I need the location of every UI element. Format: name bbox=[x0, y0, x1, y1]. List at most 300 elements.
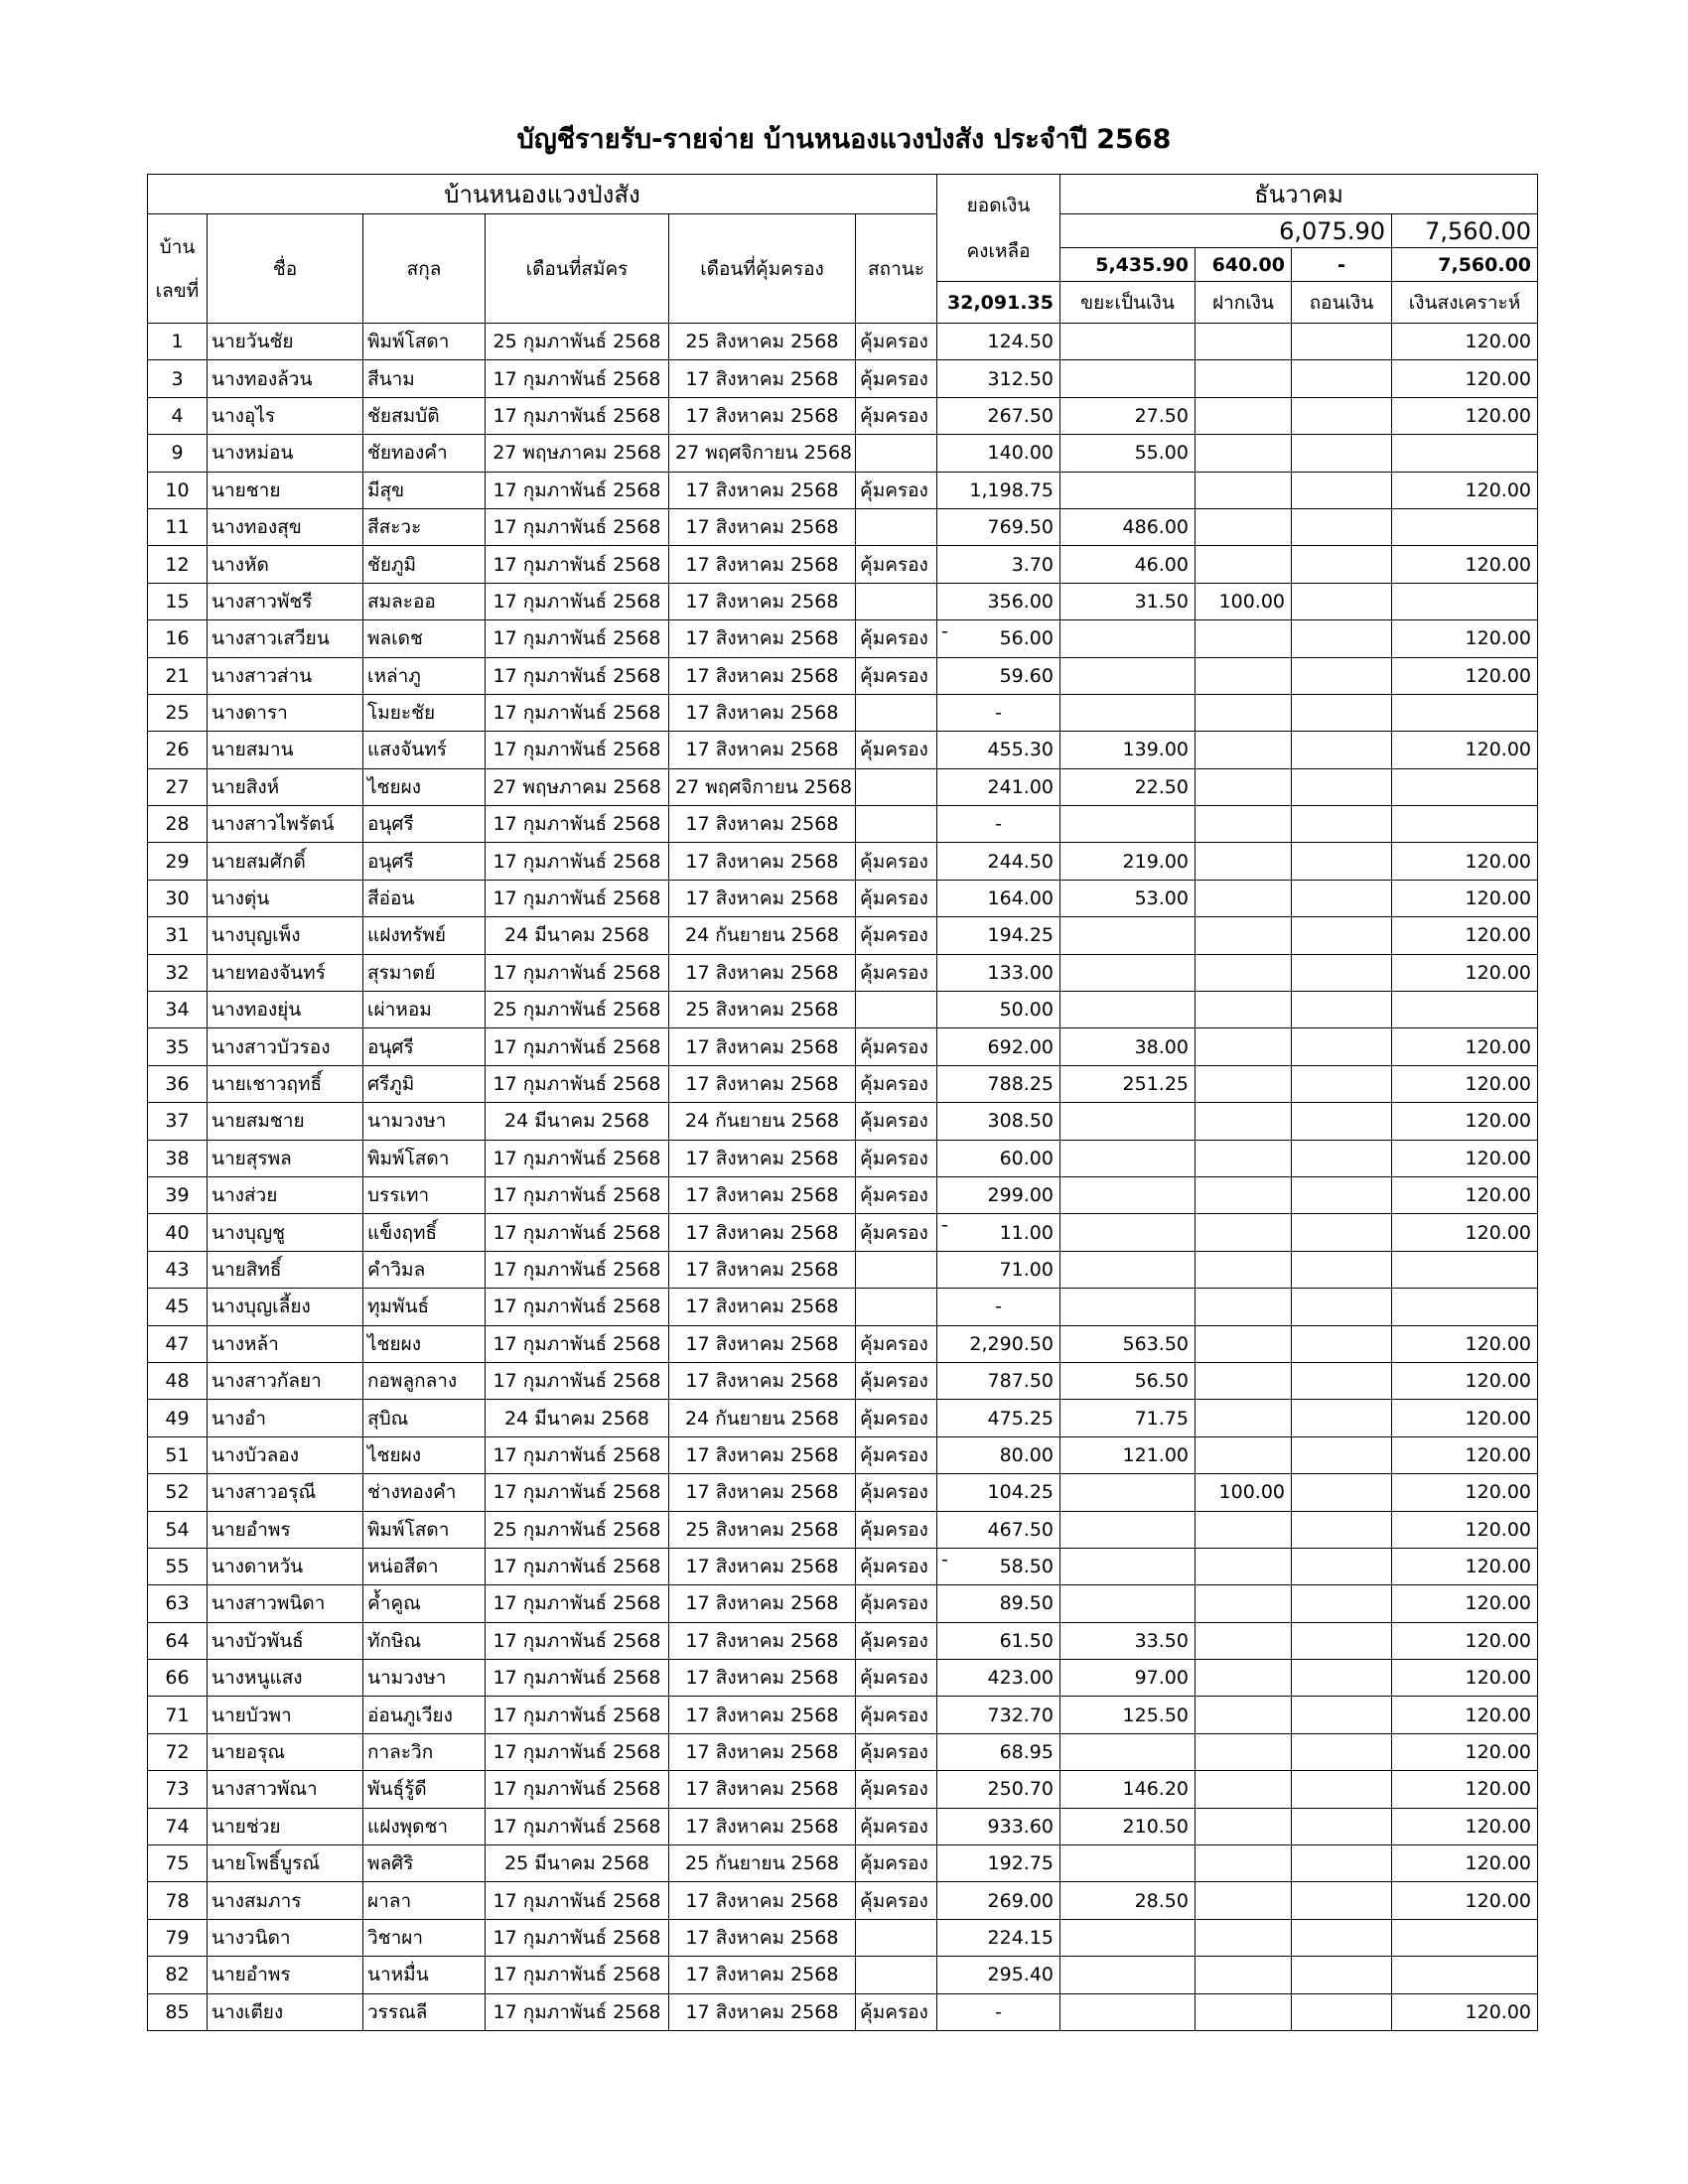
table-row bbox=[148, 1289, 1538, 1325]
balance-value: 164.00 bbox=[987, 887, 1054, 910]
balance-value: 104.25 bbox=[987, 1481, 1054, 1504]
balance-value: 133.00 bbox=[987, 961, 1054, 984]
deposit-cell bbox=[1196, 1882, 1292, 1919]
name-cell: นางหนูแสง bbox=[208, 1660, 363, 1697]
balance-cell bbox=[937, 583, 1060, 619]
trash-cell: 56.50 bbox=[1060, 1362, 1196, 1399]
protect-month-cell: 17 สิงหาคม 2568 bbox=[669, 1993, 856, 2030]
join-month-cell: 17 กุมภาพันธ์ 2568 bbox=[486, 546, 669, 583]
welfare-cell bbox=[1392, 694, 1538, 731]
trash-cell bbox=[1060, 1251, 1196, 1288]
join-month-cell: 24 มีนาคม 2568 bbox=[486, 917, 669, 954]
trash-cell bbox=[1060, 1474, 1196, 1511]
protect-month-cell: 24 กันยายน 2568 bbox=[669, 1103, 856, 1140]
welfare-cell bbox=[1392, 583, 1538, 619]
house-no-cell: 1 bbox=[148, 324, 208, 360]
table-row bbox=[148, 620, 1538, 657]
status-cell: คุ้มครอง bbox=[856, 1362, 937, 1399]
name-cell: นางบุญเพ็ง bbox=[208, 917, 363, 954]
status-cell: คุ้มครอง bbox=[856, 1808, 937, 1844]
deposit-cell bbox=[1196, 1362, 1292, 1399]
join-month-cell: 17 กุมภาพันธ์ 2568 bbox=[486, 1622, 669, 1659]
welfare-cell bbox=[1392, 435, 1538, 472]
deposit-cell bbox=[1196, 917, 1292, 954]
house-no-cell: 34 bbox=[148, 992, 208, 1028]
withdraw-cell bbox=[1292, 917, 1392, 954]
table-row bbox=[148, 1808, 1538, 1844]
surname-cell: มีสุข bbox=[363, 472, 486, 508]
join-month-cell: 17 กุมภาพันธ์ 2568 bbox=[486, 360, 669, 397]
welfare-cell: 120.00 bbox=[1392, 1993, 1538, 2030]
deposit-cell bbox=[1196, 546, 1292, 583]
welfare-cell bbox=[1392, 1957, 1538, 1993]
trash-cell bbox=[1060, 1919, 1196, 1956]
status-cell bbox=[856, 1289, 937, 1325]
surname-cell: สุรมาตย์ bbox=[363, 954, 486, 991]
house-no-cell: 3 bbox=[148, 360, 208, 397]
house-no-cell: 40 bbox=[148, 1214, 208, 1251]
balance-value: 56.00 bbox=[999, 627, 1054, 650]
surname-cell: ชัยสมบัติ bbox=[363, 397, 486, 434]
join-month-cell: 17 กุมภาพันธ์ 2568 bbox=[486, 1882, 669, 1919]
table-row bbox=[148, 843, 1538, 880]
protect-month-cell: 17 สิงหาคม 2568 bbox=[669, 583, 856, 619]
join-month-cell: 17 กุมภาพันธ์ 2568 bbox=[486, 1548, 669, 1584]
withdraw-cell bbox=[1292, 657, 1392, 694]
deposit-cell bbox=[1196, 1511, 1292, 1548]
balance-cell bbox=[937, 806, 1060, 843]
join-month-cell: 17 กุมภาพันธ์ 2568 bbox=[486, 1697, 669, 1733]
deposit-cell bbox=[1196, 1400, 1292, 1436]
join-month-cell: 25 กุมภาพันธ์ 2568 bbox=[486, 992, 669, 1028]
trash-cell bbox=[1060, 472, 1196, 508]
surname-cell: พิมพ์โสดา bbox=[363, 1140, 486, 1176]
balance-cell bbox=[937, 1957, 1060, 1993]
withdraw-cell bbox=[1292, 1140, 1392, 1176]
surname-cell: อนุศรี bbox=[363, 1028, 486, 1065]
balance-value: 89.50 bbox=[999, 1592, 1054, 1615]
name-cell: นางสาวเสวียน bbox=[208, 620, 363, 657]
surname-cell: อ่อนภูเวียง bbox=[363, 1697, 486, 1733]
withdraw-cell bbox=[1292, 435, 1392, 472]
deposit-cell bbox=[1196, 1660, 1292, 1697]
house-no-cell: 63 bbox=[148, 1585, 208, 1622]
table-row bbox=[148, 657, 1538, 694]
house-no-cell: 73 bbox=[148, 1771, 208, 1808]
trash-cell bbox=[1060, 324, 1196, 360]
name-header: ชื่อ bbox=[208, 214, 363, 324]
balance-cell bbox=[937, 1919, 1060, 1956]
join-month-cell: 17 กุมภาพันธ์ 2568 bbox=[486, 1436, 669, 1473]
deposit-cell bbox=[1196, 694, 1292, 731]
balance-cell bbox=[937, 1065, 1060, 1102]
welfare-cell bbox=[1392, 768, 1538, 805]
welfare-cell bbox=[1392, 1289, 1538, 1325]
house-no-cell: 79 bbox=[148, 1919, 208, 1956]
surname-cell: พิมพ์โสดา bbox=[363, 324, 486, 360]
house-no-cell: 10 bbox=[148, 472, 208, 508]
house-no-cell: 55 bbox=[148, 1548, 208, 1584]
surname-cell: สีอ่อน bbox=[363, 880, 486, 916]
name-cell: นางหัด bbox=[208, 546, 363, 583]
balance-cell bbox=[937, 1882, 1060, 1919]
trash-cell bbox=[1060, 917, 1196, 954]
join-month-cell: 17 กุมภาพันธ์ 2568 bbox=[486, 1919, 669, 1956]
table-row bbox=[148, 1251, 1538, 1288]
trash-cell: 28.50 bbox=[1060, 1882, 1196, 1919]
village-header: บ้านหนองแวงป่งสัง bbox=[148, 175, 937, 214]
welfare-cell bbox=[1392, 992, 1538, 1028]
surname-cell: สุบิณ bbox=[363, 1400, 486, 1436]
surname-cell: สีนาม bbox=[363, 360, 486, 397]
deposit-cell bbox=[1196, 1845, 1292, 1882]
withdraw-cell bbox=[1292, 806, 1392, 843]
balance-cell bbox=[937, 954, 1060, 991]
protect-month-cell: 17 สิงหาคม 2568 bbox=[669, 620, 856, 657]
join-month-cell: 17 กุมภาพันธ์ 2568 bbox=[486, 657, 669, 694]
protect-month-cell: 24 กันยายน 2568 bbox=[669, 1400, 856, 1436]
join-month-cell: 25 มีนาคม 2568 bbox=[486, 1845, 669, 1882]
balance-cell bbox=[937, 992, 1060, 1028]
table-row bbox=[148, 1325, 1538, 1362]
protect-month-header: เดือนที่คุ้มครอง bbox=[669, 214, 856, 324]
status-cell bbox=[856, 694, 937, 731]
surname-cell: กอพลูกลาง bbox=[363, 1362, 486, 1399]
table-row bbox=[148, 1697, 1538, 1733]
balance-value: 269.00 bbox=[987, 1889, 1054, 1912]
join-month-cell: 17 กุมภาพันธ์ 2568 bbox=[486, 620, 669, 657]
join-month-cell: 17 กุมภาพันธ์ 2568 bbox=[486, 1362, 669, 1399]
name-cell: นายอรุณ bbox=[208, 1733, 363, 1770]
status-cell bbox=[856, 435, 937, 472]
balance-cell bbox=[937, 1511, 1060, 1548]
welfare-cell: 120.00 bbox=[1392, 954, 1538, 991]
trash-cell: 53.00 bbox=[1060, 880, 1196, 916]
status-cell: คุ้มครอง bbox=[856, 1474, 937, 1511]
surname-cell: พลเดช bbox=[363, 620, 486, 657]
withdraw-cell bbox=[1292, 992, 1392, 1028]
table-row bbox=[148, 1845, 1538, 1882]
balance-cell bbox=[937, 1733, 1060, 1770]
trash-cell: 55.00 bbox=[1060, 435, 1196, 472]
welfare-cell: 120.00 bbox=[1392, 1214, 1538, 1251]
join-month-cell: 25 กุมภาพันธ์ 2568 bbox=[486, 1511, 669, 1548]
withdraw-cell bbox=[1292, 1065, 1392, 1102]
withdraw-cell bbox=[1292, 1771, 1392, 1808]
deposit-cell bbox=[1196, 1065, 1292, 1102]
join-month-cell: 17 กุมภาพันธ์ 2568 bbox=[486, 843, 669, 880]
trash-cell: 33.50 bbox=[1060, 1622, 1196, 1659]
balance-value: 192.75 bbox=[987, 1852, 1054, 1875]
withdraw-cell bbox=[1292, 1733, 1392, 1770]
welfare-cell: 120.00 bbox=[1392, 1622, 1538, 1659]
house-no-cell: 85 bbox=[148, 1993, 208, 2030]
withdraw-cell bbox=[1292, 732, 1392, 768]
name-cell: นางอุไร bbox=[208, 397, 363, 434]
withdraw-cell bbox=[1292, 583, 1392, 619]
surname-cell: นามวงษา bbox=[363, 1103, 486, 1140]
surname-cell: เหล่าภู bbox=[363, 657, 486, 694]
house-no-cell: 75 bbox=[148, 1845, 208, 1882]
deposit-cell bbox=[1196, 397, 1292, 434]
status-cell bbox=[856, 583, 937, 619]
join-month-cell: 17 กุมภาพันธ์ 2568 bbox=[486, 1140, 669, 1176]
welfare-cell: 120.00 bbox=[1392, 1845, 1538, 1882]
withdraw-cell bbox=[1292, 360, 1392, 397]
house-no-cell: 27 bbox=[148, 768, 208, 805]
deposit-cell bbox=[1196, 843, 1292, 880]
table-row bbox=[148, 1919, 1538, 1956]
join-month-cell: 17 กุมภาพันธ์ 2568 bbox=[486, 1733, 669, 1770]
name-cell: นางสาวอรุณี bbox=[208, 1474, 363, 1511]
table-row bbox=[148, 1548, 1538, 1584]
trash-cell: 125.50 bbox=[1060, 1697, 1196, 1733]
name-cell: นางตุ่น bbox=[208, 880, 363, 916]
trash-cell: 46.00 bbox=[1060, 546, 1196, 583]
surname-cell: พิมพ์โสดา bbox=[363, 1511, 486, 1548]
balance-header-line1: ยอดเงิน bbox=[966, 194, 1031, 216]
deposit-cell bbox=[1196, 1733, 1292, 1770]
house-no-cell: 37 bbox=[148, 1103, 208, 1140]
withdraw-cell bbox=[1292, 1882, 1392, 1919]
withdraw-cell bbox=[1292, 546, 1392, 583]
balance-value: 80.00 bbox=[999, 1443, 1054, 1466]
surname-cell: คำวิมล bbox=[363, 1251, 486, 1288]
trash-cell: 563.50 bbox=[1060, 1325, 1196, 1362]
protect-month-cell: 17 สิงหาคม 2568 bbox=[669, 1957, 856, 1993]
surname-cell: โมยะชัย bbox=[363, 694, 486, 731]
balance-value: 140.00 bbox=[987, 442, 1054, 465]
welfare-cell: 120.00 bbox=[1392, 324, 1538, 360]
surname-cell: หน่อสีดา bbox=[363, 1548, 486, 1584]
deposit-cell bbox=[1196, 1325, 1292, 1362]
protect-month-cell: 17 สิงหาคม 2568 bbox=[669, 546, 856, 583]
house-no-cell: 4 bbox=[148, 397, 208, 434]
name-cell: นายสิงห์ bbox=[208, 768, 363, 805]
balance-value: 58.50 bbox=[999, 1556, 1054, 1578]
surname-cell: ช่างทองคำ bbox=[363, 1474, 486, 1511]
deposit-cell bbox=[1196, 1289, 1292, 1325]
deposit-cell bbox=[1196, 435, 1292, 472]
house-no-cell: 49 bbox=[148, 1400, 208, 1436]
welfare-cell: 120.00 bbox=[1392, 1660, 1538, 1697]
deposit-cell bbox=[1196, 1028, 1292, 1065]
protect-month-cell: 17 สิงหาคม 2568 bbox=[669, 1176, 856, 1213]
table-row bbox=[148, 1622, 1538, 1659]
table-row bbox=[148, 1140, 1538, 1176]
name-cell: นางทองสุข bbox=[208, 508, 363, 545]
deposit-cell bbox=[1196, 1436, 1292, 1473]
trash-cell bbox=[1060, 1140, 1196, 1176]
status-cell: คุ้มครอง bbox=[856, 1733, 937, 1770]
balance-cell bbox=[937, 768, 1060, 805]
deposit-cell bbox=[1196, 1103, 1292, 1140]
deposit-cell bbox=[1196, 472, 1292, 508]
house-no-cell: 35 bbox=[148, 1028, 208, 1065]
name-cell: นายชาย bbox=[208, 472, 363, 508]
join-month-cell: 25 กุมภาพันธ์ 2568 bbox=[486, 324, 669, 360]
status-cell: คุ้มครอง bbox=[856, 1845, 937, 1882]
name-cell: นายอำพร bbox=[208, 1957, 363, 1993]
balance-cell bbox=[937, 694, 1060, 731]
surname-cell: แฝงทรัพย์ bbox=[363, 917, 486, 954]
deposit-cell: 100.00 bbox=[1196, 1474, 1292, 1511]
balance-value: 11.00 bbox=[999, 1221, 1054, 1244]
deposit-cell bbox=[1196, 806, 1292, 843]
withdraw-cell bbox=[1292, 1028, 1392, 1065]
join-month-cell: 17 กุมภาพันธ์ 2568 bbox=[486, 1957, 669, 1993]
table-row bbox=[148, 917, 1538, 954]
join-month-cell: 17 กุมภาพันธ์ 2568 bbox=[486, 806, 669, 843]
status-cell: คุ้มครอง bbox=[856, 620, 937, 657]
balance-value: 1,198.75 bbox=[969, 478, 1054, 501]
deposit-cell bbox=[1196, 1808, 1292, 1844]
surname-cell: ไชยผง bbox=[363, 1325, 486, 1362]
balance-value: 61.50 bbox=[999, 1629, 1054, 1652]
trash-cell bbox=[1060, 1289, 1196, 1325]
table-row bbox=[148, 768, 1538, 805]
balance-cell bbox=[937, 1993, 1060, 2030]
house-no-cell: 48 bbox=[148, 1362, 208, 1399]
protect-month-cell: 27 พฤศจิกายน 2568 bbox=[669, 768, 856, 805]
ledger-table bbox=[147, 174, 1538, 2031]
welfare-cell: 120.00 bbox=[1392, 1400, 1538, 1436]
protect-month-cell: 17 สิงหาคม 2568 bbox=[669, 1325, 856, 1362]
balance-value: 933.60 bbox=[987, 1815, 1054, 1838]
protect-month-cell: 27 พฤศจิกายน 2568 bbox=[669, 435, 856, 472]
surname-cell: แข็งฤทธิ์ bbox=[363, 1214, 486, 1251]
welfare-cell: 120.00 bbox=[1392, 880, 1538, 916]
house-no-cell: 52 bbox=[148, 1474, 208, 1511]
balance-value: 50.00 bbox=[999, 999, 1054, 1022]
month-header: ธันวาคม bbox=[1060, 175, 1538, 214]
join-month-cell: 17 กุมภาพันธ์ 2568 bbox=[486, 1474, 669, 1511]
status-cell bbox=[856, 508, 937, 545]
surname-cell: ชัยภูมิ bbox=[363, 546, 486, 583]
surname-cell: ไชยผง bbox=[363, 1436, 486, 1473]
status-cell: คุ้มครอง bbox=[856, 1697, 937, 1733]
status-cell: คุ้มครอง bbox=[856, 843, 937, 880]
ledger-body bbox=[148, 324, 1538, 2031]
welfare-cell: 120.00 bbox=[1392, 620, 1538, 657]
name-cell: นางส่วย bbox=[208, 1176, 363, 1213]
protect-month-cell: 17 สิงหาคม 2568 bbox=[669, 954, 856, 991]
balance-cell bbox=[937, 397, 1060, 434]
table-row bbox=[148, 1585, 1538, 1622]
table-row bbox=[148, 880, 1538, 916]
trash-cell: 97.00 bbox=[1060, 1660, 1196, 1697]
welfare-cell bbox=[1392, 806, 1538, 843]
withdraw-cell bbox=[1292, 843, 1392, 880]
join-month-cell: 17 กุมภาพันธ์ 2568 bbox=[486, 472, 669, 508]
balance-cell bbox=[937, 1436, 1060, 1473]
withdraw-cell bbox=[1292, 1362, 1392, 1399]
table-row bbox=[148, 694, 1538, 731]
protect-month-cell: 17 สิงหาคม 2568 bbox=[669, 1585, 856, 1622]
join-month-cell: 17 กุมภาพันธ์ 2568 bbox=[486, 1176, 669, 1213]
welfare-cell: 120.00 bbox=[1392, 657, 1538, 694]
status-cell: คุ้มครอง bbox=[856, 1622, 937, 1659]
name-cell: นายวันชัย bbox=[208, 324, 363, 360]
surname-cell: ค้ำคูณ bbox=[363, 1585, 486, 1622]
table-row bbox=[148, 1400, 1538, 1436]
deposit-cell bbox=[1196, 1140, 1292, 1176]
table-row bbox=[148, 1028, 1538, 1065]
name-cell: นายช่วย bbox=[208, 1808, 363, 1844]
welfare-cell: 120.00 bbox=[1392, 546, 1538, 583]
name-cell: นางหล้า bbox=[208, 1325, 363, 1362]
surname-cell: อนุศรี bbox=[363, 806, 486, 843]
trash-cell: 27.50 bbox=[1060, 397, 1196, 434]
trash-cell bbox=[1060, 1548, 1196, 1584]
table-row bbox=[148, 472, 1538, 508]
balance-value: 60.00 bbox=[999, 1147, 1054, 1169]
protect-month-cell: 25 กันยายน 2568 bbox=[669, 1845, 856, 1882]
house-no-cell: 16 bbox=[148, 620, 208, 657]
join-month-cell: 17 กุมภาพันธ์ 2568 bbox=[486, 1028, 669, 1065]
balance-value: 787.50 bbox=[987, 1370, 1054, 1393]
join-month-cell: 27 พฤษภาคม 2568 bbox=[486, 435, 669, 472]
name-cell: นางสมภาร bbox=[208, 1882, 363, 1919]
balance-cell bbox=[937, 324, 1060, 360]
name-cell: นางทองล้วน bbox=[208, 360, 363, 397]
name-cell: นางสาวพัณา bbox=[208, 1771, 363, 1808]
surname-cell: บรรเทา bbox=[363, 1176, 486, 1213]
join-month-cell: 17 กุมภาพันธ์ 2568 bbox=[486, 694, 669, 731]
trash-header: ขยะเป็นเงิน bbox=[1060, 282, 1196, 324]
trash-cell: 210.50 bbox=[1060, 1808, 1196, 1844]
table-row bbox=[148, 1660, 1538, 1697]
name-cell: นายทองจันทร์ bbox=[208, 954, 363, 991]
welfare-cell: 120.00 bbox=[1392, 1697, 1538, 1733]
withdraw-header: ถอนเงิน bbox=[1292, 282, 1392, 324]
trash-cell bbox=[1060, 657, 1196, 694]
total-withdraw: - bbox=[1292, 248, 1392, 282]
status-cell: คุ้มครอง bbox=[856, 1585, 937, 1622]
trash-cell: 146.20 bbox=[1060, 1771, 1196, 1808]
table-row bbox=[148, 1511, 1538, 1548]
balance-cell bbox=[937, 1251, 1060, 1288]
join-month-cell: 24 มีนาคม 2568 bbox=[486, 1103, 669, 1140]
house-no-cell: 12 bbox=[148, 546, 208, 583]
protect-month-cell: 17 สิงหาคม 2568 bbox=[669, 1214, 856, 1251]
balance-value: - bbox=[995, 813, 1002, 836]
welfare-cell: 120.00 bbox=[1392, 1325, 1538, 1362]
status-cell: คุ้มครอง bbox=[856, 917, 937, 954]
trash-cell: 22.50 bbox=[1060, 768, 1196, 805]
table-row bbox=[148, 546, 1538, 583]
surname-cell: อนุศรี bbox=[363, 843, 486, 880]
protect-month-cell: 17 สิงหาคม 2568 bbox=[669, 1474, 856, 1511]
join-month-cell: 27 พฤษภาคม 2568 bbox=[486, 768, 669, 805]
status-cell bbox=[856, 806, 937, 843]
name-cell: นายสิทธิ์ bbox=[208, 1251, 363, 1288]
name-cell: นายเชาวฤทธิ์ bbox=[208, 1065, 363, 1102]
join-month-cell: 17 กุมภาพันธ์ 2568 bbox=[486, 508, 669, 545]
table-row bbox=[148, 1771, 1538, 1808]
surname-cell: ทักษิณ bbox=[363, 1622, 486, 1659]
status-cell: คุ้มครอง bbox=[856, 954, 937, 991]
trash-cell bbox=[1060, 1993, 1196, 2030]
protect-month-cell: 17 สิงหาคม 2568 bbox=[669, 806, 856, 843]
deposit-cell bbox=[1196, 1176, 1292, 1213]
withdraw-cell bbox=[1292, 1176, 1392, 1213]
withdraw-cell bbox=[1292, 880, 1392, 916]
status-cell: คุ้มครอง bbox=[856, 360, 937, 397]
status-cell: คุ้มครอง bbox=[856, 880, 937, 916]
balance-cell bbox=[937, 1289, 1060, 1325]
table-row bbox=[148, 992, 1538, 1028]
